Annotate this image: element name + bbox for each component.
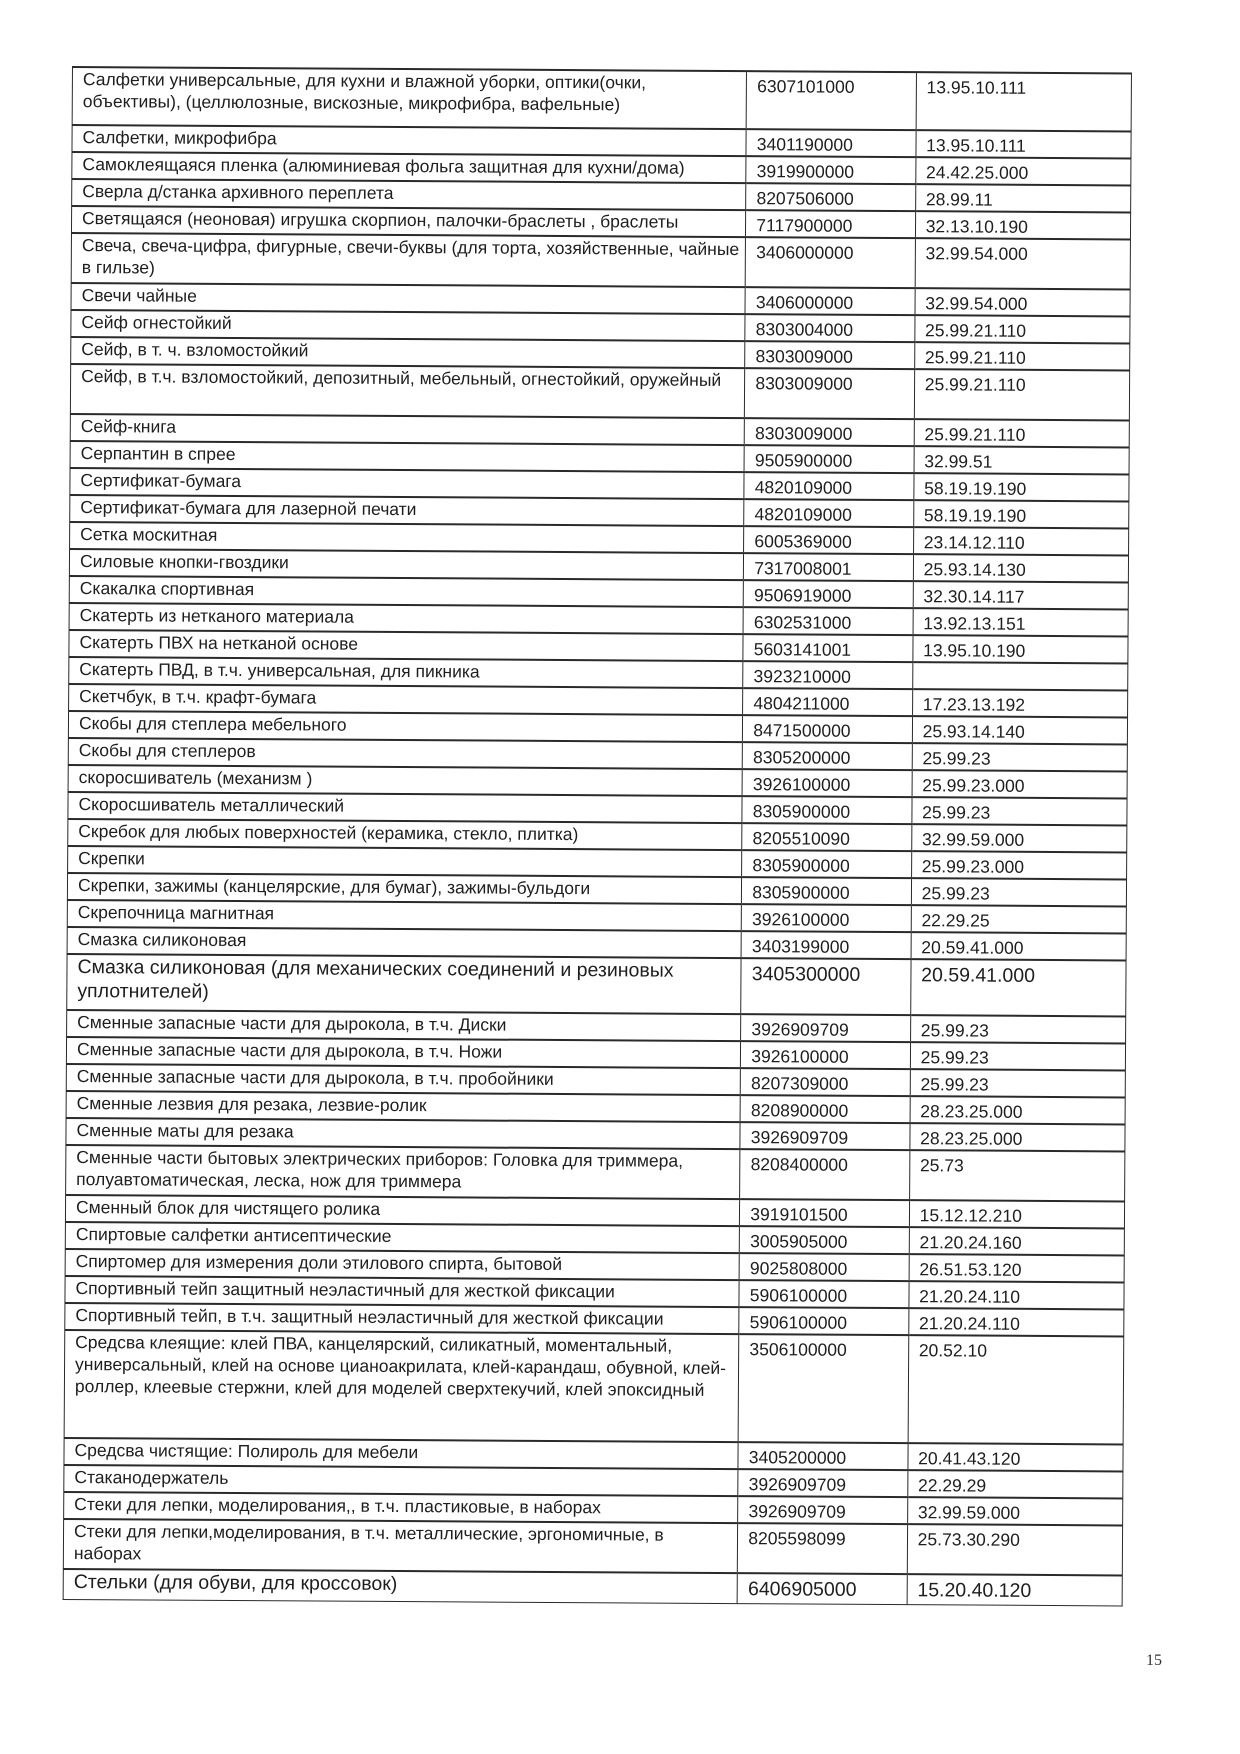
okpd2-code-cell: 28.23.25.000 <box>910 1123 1125 1151</box>
okpd2-code-cell: 25.99.21.110 <box>915 315 1130 343</box>
okpd2-code-cell: 25.93.14.130 <box>913 554 1128 582</box>
okpd2-code-cell: 28.99.11 <box>915 184 1130 212</box>
okpd2-code-cell: 25.99.21.110 <box>914 419 1129 447</box>
okpd2-code-cell: 32.99.59.000 <box>907 1497 1122 1525</box>
product-name-cell: Скобы для степлера мебельного <box>68 711 742 742</box>
okpd2-code-cell: 21.20.24.160 <box>909 1227 1124 1255</box>
tnved-code-cell: 3403199000 <box>741 931 911 959</box>
product-name-cell: Скрепки, зажимы (канцелярские, для бумаг), зажимы-бульдоги <box>67 873 741 904</box>
tnved-code-cell: 3406000000 <box>745 287 915 315</box>
tnved-code-cell: 6307101000 <box>746 71 916 130</box>
table-row <box>63 1519 1122 1575</box>
tnved-code-cell: 8305900000 <box>742 877 912 905</box>
tnved-code-cell: 6406905000 <box>737 1573 907 1604</box>
tnved-code-cell: 6302531000 <box>743 607 913 635</box>
product-name-cell: Сейф-книга <box>70 414 744 445</box>
tnved-code-cell: 3005905000 <box>740 1226 910 1254</box>
product-name-cell: Скобы для степлеров <box>68 738 742 769</box>
table-body <box>63 67 1131 1605</box>
tnved-code-cell: 9505900000 <box>744 445 914 473</box>
tnved-code-cell: 3926100000 <box>742 904 912 932</box>
okpd2-code-cell: 15.12.12.210 <box>909 1200 1124 1228</box>
okpd2-code-cell: 25.99.23 <box>911 878 1126 906</box>
product-name-cell: Средсва клеящие: клей ПВА, канцелярский, силикатный, моментальный, универсальный, клей на основе цианоакрилата, клей-карандаш, обувной, клей-роллер, клеевые стержни, клей для моделей сверхтекучий, клей эпоксидный <box>64 1330 739 1442</box>
product-name-cell: Скетчбук, в т.ч. крафт-бумага <box>69 684 743 715</box>
tnved-code-cell: 3405200000 <box>738 1442 908 1470</box>
product-name-cell: Свеча, свеча-цифра, фигурные, свечи-буквы (для торта, хозяйственные, чайные в гильзе) <box>71 233 746 287</box>
tnved-code-cell: 5906100000 <box>739 1307 909 1335</box>
okpd2-code-cell: 20.41.43.120 <box>908 1443 1123 1471</box>
okpd2-code-cell: 58.19.19.190 <box>914 473 1129 501</box>
tnved-code-cell: 3926909709 <box>738 1496 908 1524</box>
tnved-code-cell: 3919101500 <box>740 1199 910 1227</box>
okpd2-code-cell: 32.13.10.190 <box>915 211 1130 239</box>
product-name-cell: Сменные запасные части для дырокола, в т.ч. пробойники <box>66 1064 740 1095</box>
product-name-cell: Светящаяся (неоновая) игрушка скорпион, палочки-браслеты , браслеты <box>71 206 745 237</box>
tnved-code-cell: 8205510090 <box>742 823 912 851</box>
product-name-cell: Сменный блок для чистящего ролика <box>65 1195 739 1226</box>
okpd2-code-cell: 25.93.14.140 <box>912 716 1127 744</box>
tnved-code-cell: 9506919000 <box>744 580 914 608</box>
okpd2-code-cell: 13.92.13.151 <box>913 608 1128 636</box>
okpd2-code-cell: 17.23.13.192 <box>912 689 1127 717</box>
product-name-cell: Серпантин в спрее <box>70 441 744 472</box>
okpd2-code-cell: 28.23.25.000 <box>910 1096 1125 1124</box>
table-row <box>66 1145 1125 1201</box>
product-name-cell: Сверла д/станка архивного переплета <box>72 179 746 210</box>
okpd2-code-cell: 25.73 <box>909 1150 1125 1201</box>
product-name-cell: Сменные запасные части для дырокола, в т.ч. Диски <box>67 1010 741 1041</box>
tnved-code-cell: 8303004000 <box>745 314 915 342</box>
okpd2-code-cell: 22.29.29 <box>907 1470 1122 1498</box>
tnved-code-cell: 6005369000 <box>744 526 914 554</box>
product-name-cell: Стельки (для обуви, для кроссовок) <box>63 1569 737 1603</box>
okpd2-code-cell: 15.20.40.120 <box>907 1574 1122 1605</box>
okpd2-code-cell: 32.99.54.000 <box>915 238 1131 289</box>
table-row <box>71 233 1130 289</box>
okpd2-code-cell: 13.95.10.111 <box>916 72 1132 131</box>
tnved-code-cell: 8208400000 <box>740 1149 910 1200</box>
tnved-code-cell: 3926909709 <box>740 1122 910 1150</box>
product-name-cell: Самоклеящаяся пленка (алюминиевая фольга защитная для кухни/дома) <box>72 152 746 183</box>
product-name-cell: Стаканодержатель <box>64 1465 738 1496</box>
table-row <box>63 1569 1122 1605</box>
product-name-cell: скоросшиватель (механизм ) <box>68 765 742 796</box>
okpd2-code-cell: 25.99.23.000 <box>911 851 1126 879</box>
okpd2-code-cell: 20.59.41.000 <box>911 932 1126 960</box>
okpd2-code-cell: 25.99.21.110 <box>914 369 1130 420</box>
tnved-code-cell: 8305200000 <box>743 742 913 770</box>
tnved-code-cell: 3406000000 <box>745 237 915 288</box>
okpd2-code-cell: 25.99.23 <box>912 743 1127 771</box>
tnved-code-cell: 4820109000 <box>744 499 914 527</box>
tnved-code-cell: 8207309000 <box>741 1068 911 1096</box>
tnved-code-cell: 3926909709 <box>738 1469 908 1497</box>
okpd2-code-cell: 21.20.24.110 <box>909 1281 1124 1309</box>
product-name-cell: Сменные маты для резака <box>66 1118 740 1149</box>
product-name-cell: Силовые кнопки-гвоздики <box>69 549 743 580</box>
product-name-cell: Скрепочница магнитная <box>67 900 741 931</box>
okpd2-code-cell: 13.95.10.190 <box>913 635 1128 663</box>
tnved-code-cell: 3923210000 <box>743 661 913 689</box>
product-name-cell: Стеки для лепки,моделирования, в т.ч. металлические, эргономичные, в наборах <box>63 1519 738 1573</box>
tnved-code-cell: 8305900000 <box>742 850 912 878</box>
tnved-code-cell: 5906100000 <box>739 1280 909 1308</box>
tnved-code-cell: 8471500000 <box>743 715 913 743</box>
tnved-code-cell: 8303009000 <box>745 341 915 369</box>
okpd2-code-cell: 26.51.53.120 <box>909 1254 1124 1282</box>
product-name-cell: Скатерть ПВХ на нетканой основе <box>69 630 743 661</box>
okpd2-code-cell: 32.99.54.000 <box>915 288 1130 316</box>
product-codes-table <box>63 66 1132 1606</box>
product-name-cell: Сейф, в т. ч. взломостойкий <box>71 337 745 368</box>
tnved-code-cell: 7317008001 <box>744 553 914 581</box>
table-row <box>72 67 1131 131</box>
tnved-code-cell: 3926909709 <box>741 1014 911 1042</box>
okpd2-code-cell: 25.99.21.110 <box>914 342 1129 370</box>
table-row <box>64 1330 1124 1444</box>
product-name-cell: Скребок для любых поверхностей (керамика, стекло, плитка) <box>68 819 742 850</box>
product-name-cell: Спортивный тейп защитный неэластичный для жесткой фиксации <box>65 1276 739 1307</box>
product-name-cell: Скатерть из нетканого материала <box>69 603 743 634</box>
tnved-code-cell: 4820109000 <box>744 472 914 500</box>
product-name-cell: Салфетки, микрофибра <box>72 125 746 156</box>
product-name-cell: Сменные лезвия для резака, лезвие-ролик <box>66 1091 740 1122</box>
tnved-code-cell: 8207506000 <box>746 183 916 211</box>
okpd2-code-cell: 22.29.25 <box>911 905 1126 933</box>
okpd2-code-cell: 32.99.59.000 <box>911 824 1126 852</box>
product-name-cell: Смазка силиконовая <box>67 927 741 958</box>
product-name-cell: Салфетки универсальные, для кухни и влажной уборки, оптики(очки, объективы), (целлюлозные, вискозные, микрофибра, вафельные) <box>72 67 747 129</box>
table-row <box>67 954 1126 1016</box>
product-name-cell: Сейф огнестойкий <box>71 310 745 341</box>
tnved-code-cell: 7117900000 <box>746 210 916 238</box>
okpd2-code-cell: 25.73.30.290 <box>907 1524 1123 1575</box>
product-name-cell: Спиртомер для измерения доли этилового спирта, бытовой <box>65 1249 739 1280</box>
product-name-cell: Спиртовые салфетки антисептические <box>65 1222 739 1253</box>
product-name-cell: Сертификат-бумага для лазерной печати <box>70 495 744 526</box>
product-name-cell: Сертификат-бумага <box>70 468 744 499</box>
product-name-cell: Скатерть ПВД, в т.ч. универсальная, для пикника <box>69 657 743 688</box>
tnved-code-cell: 3401190000 <box>746 129 916 157</box>
okpd2-code-cell: 24.42.25.000 <box>915 157 1130 185</box>
product-name-cell: Скрепки <box>68 846 742 877</box>
product-name-cell: Средсва чистящие: Полироль для мебели <box>64 1438 738 1469</box>
product-name-cell: Скакалка спортивная <box>69 576 743 607</box>
okpd2-code-cell: 58.19.19.190 <box>913 500 1128 528</box>
tnved-code-cell: 3405300000 <box>741 958 911 1015</box>
table-row <box>70 364 1129 420</box>
tnved-code-cell: 8208900000 <box>740 1095 910 1123</box>
product-name-cell: Свечи чайные <box>71 283 745 314</box>
tnved-code-cell: 5603141001 <box>743 634 913 662</box>
tnved-code-cell: 3926100000 <box>742 769 912 797</box>
okpd2-code-cell: 25.99.23 <box>912 797 1127 825</box>
okpd2-code-cell: 13.95.10.111 <box>916 130 1131 158</box>
okpd2-code-cell: 20.59.41.000 <box>910 959 1126 1016</box>
tnved-code-cell: 8303009000 <box>745 368 915 419</box>
okpd2-code-cell: 21.20.24.110 <box>908 1308 1123 1336</box>
product-name-cell: Сменные части бытовых электрических приборов: Головка для триммера, полуавтоматическая, леска, нож для триммера <box>66 1145 741 1199</box>
product-name-cell: Спортивный тейп, в т.ч. защитный неэластичный для жесткой фиксации <box>65 1303 739 1334</box>
tnved-code-cell: 4804211000 <box>743 688 913 716</box>
okpd2-code-cell: 32.30.14.117 <box>913 581 1128 609</box>
product-name-cell: Сменные запасные части для дырокола, в т.ч. Ножи <box>66 1037 740 1068</box>
tnved-code-cell: 8305900000 <box>742 796 912 824</box>
tnved-code-cell: 8205598099 <box>738 1523 908 1574</box>
okpd2-code-cell <box>912 662 1127 690</box>
page-number: 15 <box>1146 1652 1162 1669</box>
tnved-code-cell: 3919900000 <box>746 156 916 184</box>
product-name-cell: Сейф, в т.ч. взломостойкий, депозитный, мебельный, огнестойкий, оружейный <box>70 364 745 418</box>
tnved-code-cell: 3926100000 <box>741 1041 911 1069</box>
okpd2-code-cell: 25.99.23 <box>910 1069 1125 1097</box>
product-name-cell: Смазка силиконовая (для механических соединений и резиновых уплотнителей) <box>67 954 742 1014</box>
okpd2-code-cell: 25.99.23.000 <box>912 770 1127 798</box>
product-name-cell: Скоросшиватель металлический <box>68 792 742 823</box>
tnved-code-cell: 8303009000 <box>744 418 914 446</box>
tnved-code-cell: 3506100000 <box>738 1334 908 1443</box>
okpd2-code-cell: 25.99.23 <box>910 1015 1125 1043</box>
okpd2-code-cell: 23.14.12.110 <box>913 527 1128 555</box>
tnved-code-cell: 9025808000 <box>739 1253 909 1281</box>
okpd2-code-cell: 25.99.23 <box>910 1042 1125 1070</box>
product-name-cell: Стеки для лепки, моделирования,, в т.ч. пластиковые, в наборах <box>64 1492 738 1523</box>
product-name-cell: Сетка москитная <box>70 522 744 553</box>
okpd2-code-cell: 20.52.10 <box>908 1335 1124 1444</box>
okpd2-code-cell: 32.99.51 <box>914 446 1129 474</box>
